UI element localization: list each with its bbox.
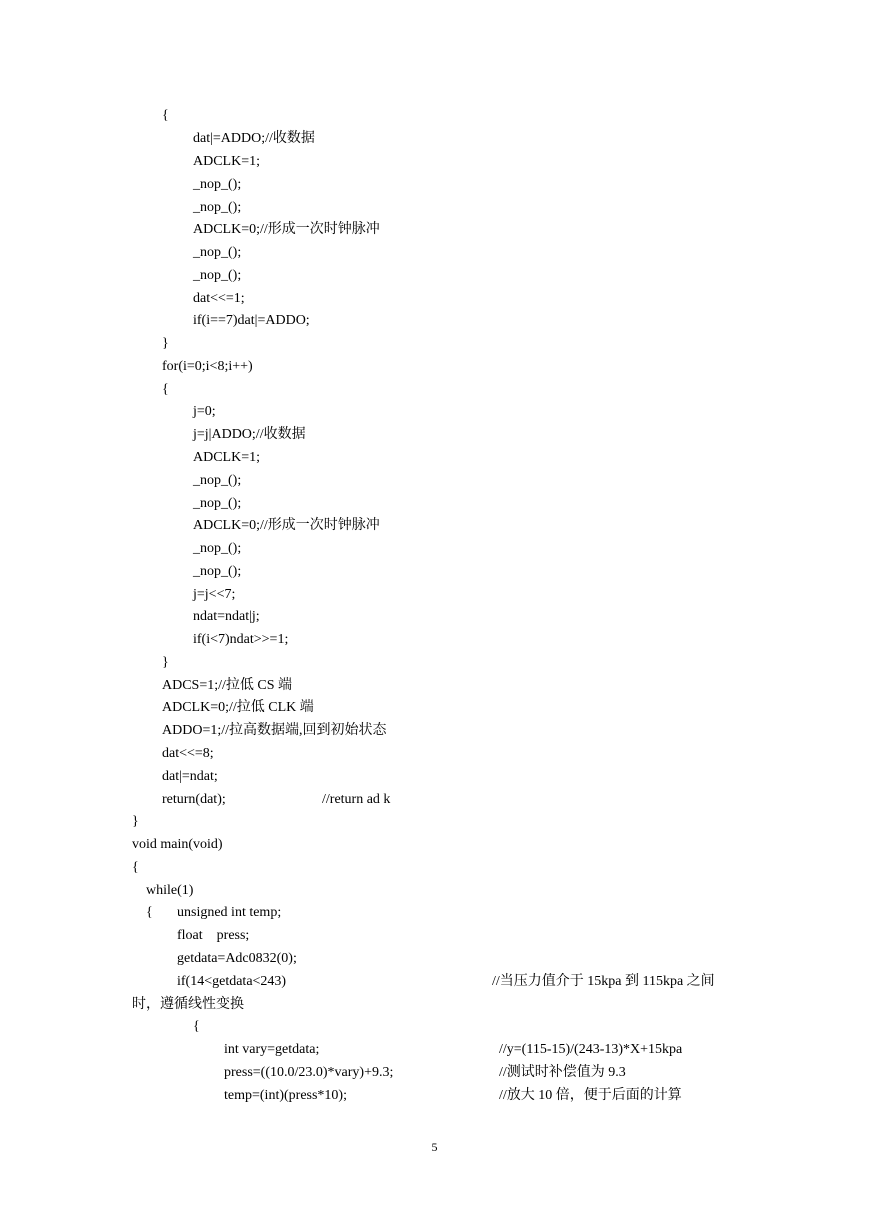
code-comment: //当压力值介于 15kpa 到 115kpa 之间 [492, 974, 715, 989]
page-number: 5 [431, 1140, 438, 1154]
code-line: for(i=0;i<8;i++) [162, 359, 253, 374]
code-line: dat|=ADDO;//收数据 [193, 131, 315, 146]
code-line: _nop_(); [193, 268, 242, 283]
code-line: ADCLK=0;//形成一次时钟脉冲 [193, 222, 380, 237]
code-line: { [162, 108, 169, 123]
code-line: dat<<=1; [193, 291, 245, 306]
code-line: _nop_(); [193, 473, 242, 488]
code-line: } [132, 814, 139, 829]
code-line: while(1) [146, 883, 194, 898]
code-line: ndat=ndat|j; [193, 609, 260, 624]
code-line: ADCLK=0;//形成一次时钟脉冲 [193, 518, 380, 533]
code-line: press=((10.0/23.0)*vary)+9.3; [224, 1065, 394, 1080]
code-line: float press; [177, 928, 250, 943]
code-comment: //放大 10 倍，便于后面的计算 [499, 1088, 682, 1103]
code-line: if(14<getdata<243) [177, 974, 287, 989]
code-line: dat|=ndat; [162, 769, 218, 784]
code-line: if(i<7)ndat>>=1; [193, 632, 289, 647]
code-line: _nop_(); [193, 200, 242, 215]
code-line: _nop_(); [193, 496, 242, 511]
code-line: j=0; [193, 404, 216, 419]
code-comment: //测试时补偿值为 9.3 [499, 1065, 626, 1080]
code-line: temp=(int)(press*10); [224, 1088, 347, 1103]
code-line: if(i==7)dat|=ADDO; [193, 313, 310, 328]
code-line: _nop_(); [193, 564, 242, 579]
code-line: ADCLK=1; [193, 154, 261, 169]
code-line: j=j|ADDO;//收数据 [193, 427, 306, 442]
code-line: _nop_(); [193, 177, 242, 192]
code-line: j=j<<7; [193, 587, 236, 602]
code-line: { [132, 860, 139, 875]
code-line: { [193, 1019, 200, 1034]
code-line: unsigned int temp; [177, 905, 282, 920]
code-comment: //return ad k [322, 792, 391, 807]
code-line: int vary=getdata; [224, 1042, 320, 1057]
code-line: ADCS=1;//拉低 CS 端 [162, 678, 293, 693]
code-line: ADDO=1;//拉高数据端,回到初始状态 [162, 723, 387, 738]
code-line: } [162, 655, 169, 670]
code-line: _nop_(); [193, 541, 242, 556]
code-line: void main(void) [132, 837, 223, 852]
code-line: ADCLK=0;//拉低 CLK 端 [162, 700, 314, 715]
code-line: getdata=Adc0832(0); [177, 951, 297, 966]
code-comment-continuation: 时，遵循线性变换 [132, 997, 244, 1012]
code-line: dat<<=8; [162, 746, 214, 761]
code-line: } [162, 336, 169, 351]
code-line: ADCLK=1; [193, 450, 261, 465]
code-line: return(dat); [162, 792, 226, 807]
code-line: { [146, 905, 153, 920]
code-line: _nop_(); [193, 245, 242, 260]
code-line: { [162, 382, 169, 397]
code-comment: //y=(115-15)/(243-13)*X+15kpa [499, 1042, 683, 1057]
